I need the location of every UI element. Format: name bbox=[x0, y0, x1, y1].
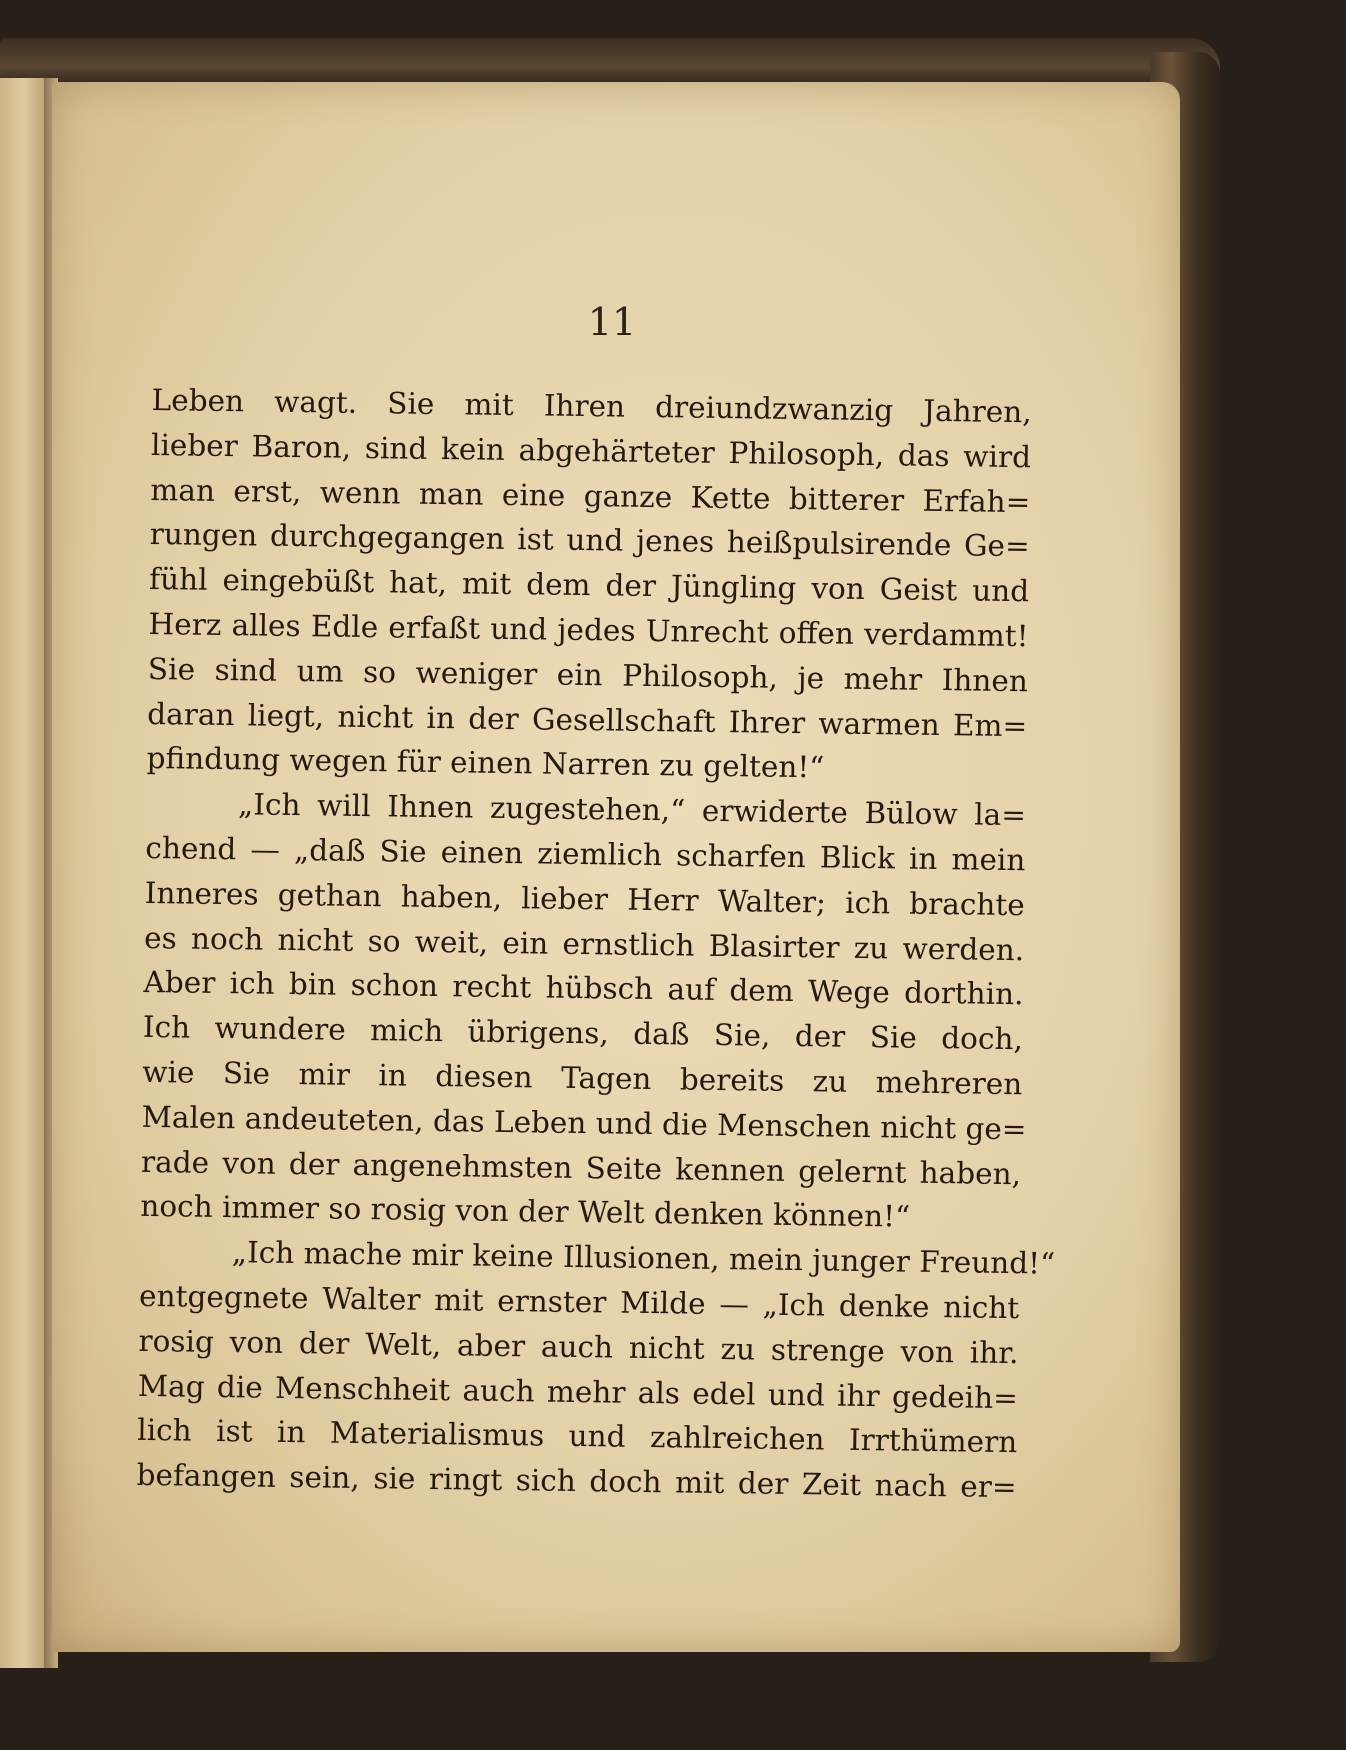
book-cover-top-edge bbox=[0, 38, 1220, 86]
text-line: fühl eingebüßt hat, mit dem der Jüngling von Geist und bbox=[148, 562, 1030, 609]
page-number: 11 bbox=[587, 300, 637, 344]
text-line: rungen durchgegangen ist und jenes heißpulsirende Ge= bbox=[149, 517, 1030, 564]
text-line: wie Sie mir in diesen Tagen bereits zu mehreren bbox=[142, 1054, 1023, 1102]
text-line: „Ich will Ihnen zugestehen,“ erwiderte Bülow la= bbox=[237, 787, 1027, 833]
text-line: Mag die Menschheit auch mehr als edel und ihr gedeih= bbox=[137, 1368, 1019, 1415]
text-line: chend — „daß Sie einen ziemlich scharfen Blick in mein bbox=[145, 830, 1026, 878]
text-line: rosig von der Welt, aber auch nicht zu strenge von ihr. bbox=[138, 1323, 1019, 1370]
text-line: man erst, wenn man eine ganze Kette bitterer Erfah= bbox=[150, 472, 1031, 519]
text-line: Sie sind um so weniger ein Philosoph, je mehr Ihnen bbox=[147, 651, 1029, 699]
text-line: befangen sein, sie ringt sich doch mit der Zeit nach er= bbox=[136, 1458, 1017, 1505]
text-line: lich ist in Materialismus und zahlreichen Irrthümern bbox=[137, 1413, 1018, 1460]
text-line: Leben wagt. Sie mit Ihren dreiundzwanzig Jahren, bbox=[151, 382, 1032, 430]
text-line: daran liegt, nicht in der Gesellschaft Ihrer warmen Em= bbox=[147, 696, 1028, 743]
text-line: pfindung wegen für einen Narren zu gelten!“ bbox=[146, 741, 825, 785]
text-line: Herz alles Edle erfaßt und jedes Unrecht offen verdammt! bbox=[148, 606, 1029, 654]
text-line: rade von der angenehmsten Seite kennen gelernt haben, bbox=[140, 1144, 1022, 1191]
text-line: noch immer so rosig von der Welt denken können!“ bbox=[140, 1189, 911, 1235]
text-line: Inneres gethan haben, lieber Herr Walter; ich brachte bbox=[144, 875, 1025, 923]
text-line: Aber ich bin schon recht hübsch auf dem Wege dorthin. bbox=[143, 965, 1024, 1012]
text-line: entgegnete Walter mit ernster Milde — „Ich denke nicht bbox=[138, 1278, 1020, 1326]
text-line: lieber Baron, sind kein abgehärteter Philosoph, das wird bbox=[150, 427, 1032, 475]
book-page bbox=[52, 82, 1180, 1652]
facing-page-edge bbox=[0, 78, 48, 1668]
text-line: „Ich mache mir keine Illusionen, mein junger Freund!“ bbox=[231, 1235, 1056, 1281]
page-text bbox=[136, 378, 1056, 1510]
text-line: Ich wundere mich übrigens, daß Sie, der Sie doch, bbox=[142, 1010, 1024, 1057]
text-line: Malen andeuteten, das Leben und die Menschen nicht ge= bbox=[141, 1099, 1027, 1147]
text-line: es noch nicht so weit, ein ernstlich Blasirter zu werden. bbox=[143, 920, 1025, 967]
